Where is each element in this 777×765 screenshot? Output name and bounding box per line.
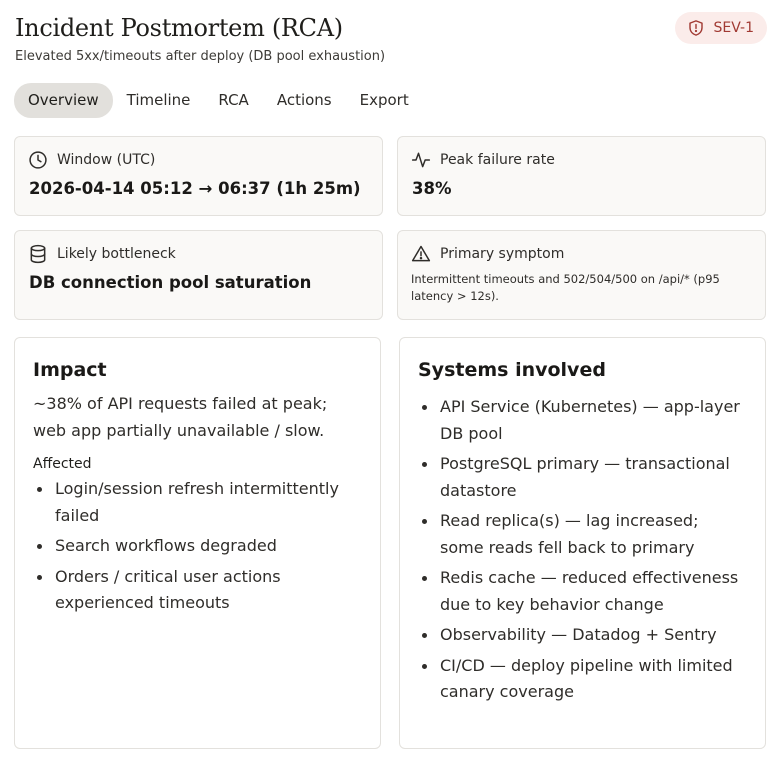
tab-rca[interactable]: RCA [218, 91, 249, 109]
warning-icon [411, 244, 431, 264]
primary-symptom-card [397, 230, 766, 320]
list-item: PostgreSQL primary — transactional datastore [418, 451, 747, 504]
window-value: 2026-04-14 05:12 → 06:37 (1h 25m) [29, 179, 361, 198]
tab-export[interactable]: Export [359, 91, 409, 109]
shield-alert-icon [687, 19, 705, 37]
window-card [14, 136, 383, 216]
tab-overview[interactable]: Overview [14, 83, 113, 118]
affected-list [33, 476, 362, 617]
list-item: API Service (Kubernetes) — app-layer DB pool [418, 394, 747, 447]
pulse-icon [411, 150, 431, 170]
impact-summary: ~38% of API requests failed at peak; web app partially unavailable / slow. [33, 394, 328, 440]
window-label: Window (UTC) [57, 152, 156, 168]
severity-label: SEV-1 [713, 20, 754, 36]
list-item: Redis cache — reduced effectiveness due to key behavior change [418, 565, 747, 618]
list-item: Search workflows degraded [33, 533, 362, 560]
tab-actions[interactable]: Actions [276, 91, 332, 109]
impact-title: Impact [33, 359, 107, 381]
peak-label: Peak failure rate [440, 152, 555, 168]
symptom-label: Primary symptom [440, 246, 565, 262]
list-item: Read replica(s) — lag increased; some reads fell back to primary [418, 508, 747, 561]
tab-timeline[interactable]: Timeline [126, 91, 191, 109]
tab-bar [14, 83, 423, 118]
list-item: CI/CD — deploy pipeline with limited canary coverage [418, 653, 747, 706]
peak-value: 38% [412, 179, 452, 198]
clock-icon [28, 150, 48, 170]
symptom-value: Intermittent timeouts and 502/504/500 on /api/* (p95 latency > 12s). [411, 272, 720, 303]
bottleneck-value: DB connection pool saturation [29, 273, 312, 292]
systems-panel [399, 337, 766, 749]
bottleneck-label: Likely bottleneck [57, 246, 176, 262]
page-header [15, 12, 767, 66]
peak-label-row [411, 150, 555, 170]
window-label-row [28, 150, 155, 170]
affected-label: Affected [33, 456, 92, 472]
impact-panel [14, 337, 381, 749]
peak-failure-card [397, 136, 766, 216]
list-item: Login/session refresh intermittently failed [33, 476, 362, 529]
list-item: Observability — Datadog + Sentry [418, 622, 747, 649]
symptom-label-row [411, 244, 564, 264]
page-title: Incident Postmortem (RCA) [15, 14, 343, 42]
page-subtitle: Elevated 5xx/timeouts after deploy (DB pool exhaustion) [15, 49, 386, 64]
database-icon [28, 244, 48, 264]
bottleneck-label-row [28, 244, 176, 264]
severity-badge [675, 12, 767, 44]
bottleneck-card [14, 230, 383, 320]
systems-list [418, 394, 747, 706]
systems-title: Systems involved [418, 359, 606, 381]
list-item: Orders / critical user actions experienced timeouts [33, 564, 362, 617]
